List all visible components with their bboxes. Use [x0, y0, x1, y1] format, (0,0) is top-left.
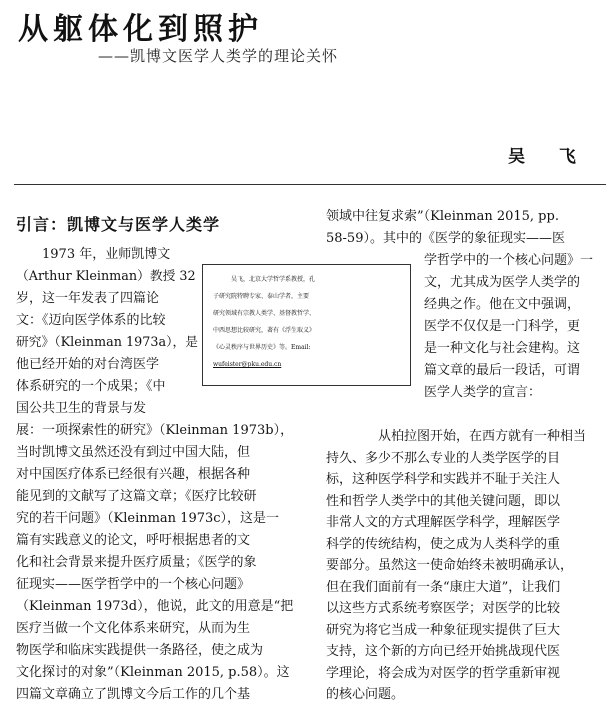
text-line: 持久、多少不那么专业的人类学医学的目 — [326, 450, 561, 466]
text-line: 研究》（Kleinman 1973a），是 — [16, 335, 198, 350]
text-line: 支持，这个新的方向已经开始挑战现代医 — [326, 644, 561, 659]
article-title: 从躯体化到照护 — [18, 12, 263, 47]
text-line: 展：一项探索性的研究》（Kleinman 1973b）， — [16, 423, 294, 438]
text-line: 当时凯博文虽然还没有到过中国大陆，但 — [16, 445, 251, 460]
text-line: 性和哲学人类学中的其他关键问题，即以 — [326, 493, 561, 509]
text-line: 物医学和临床实践提供一条路径，使之成为 — [16, 643, 264, 658]
text-line: 从柏拉图开始，在西方就有一种相当 — [378, 429, 587, 444]
right-column-top — [326, 206, 606, 250]
author-note-line: 吴飞，北京大学哲学系教授，孔 — [231, 276, 316, 283]
text-line: 征现实——医学哲学中的一个核心问题》 — [16, 577, 251, 592]
text-line: 文：《迈向医学体系的比较 — [16, 313, 166, 328]
section-heading: 引言：凯博文与医学人类学 — [16, 215, 221, 234]
text-line: 但在我们面前有一条“康庄大道”，让我们 — [326, 579, 561, 595]
text-line: 医学不仅仅是一门科学，更 — [424, 319, 581, 334]
text-line: 要部分。虽然这一使命始终未被明确承认， — [326, 558, 574, 573]
text-line: 体系研究的一个成果；《中 — [16, 379, 166, 394]
left-column-narrow — [16, 244, 198, 420]
text-line: 篇文章的最后一段话，可谓 — [424, 363, 581, 378]
text-line: 四篇文章确立了凯博文今后工作的几个基 — [16, 687, 251, 702]
author-note-text — [213, 271, 404, 356]
text-line: 以这些方式系统考察医学；对医学的比较 — [326, 601, 561, 616]
text-line: 他已经开始的对台湾医学 — [16, 357, 160, 372]
author-note-line: 子研究院特聘专家、泰山学者，主要 — [213, 293, 310, 300]
right-column-narrow — [424, 250, 606, 404]
text-line: 能见到的文献写了这篇文章；《医疗比较研 — [16, 489, 257, 504]
text-line: 岁，这一年发表了四篇论 — [16, 291, 160, 306]
text-line: 科学的传统结构，使之成为人类科学的重 — [326, 536, 561, 552]
left-column-wide — [16, 420, 306, 706]
text-line: 文，尤其成为医学人类学的 — [424, 275, 581, 290]
text-line: 经典之作。他在文中强调， — [424, 297, 581, 312]
article-subtitle: ——凯博文医学人类学的理论关怀 — [98, 47, 339, 65]
text-line: 1973 年，业师凯博文 — [42, 247, 171, 262]
author-name: 吴 飞 — [508, 147, 590, 167]
text-line: 文化探讨的对象”（Kleinman 2015, p.58）。这 — [16, 665, 290, 680]
text-line: （Kleinman 1973d），他说，此文的用意是“把 — [16, 599, 294, 614]
author-note-line: 中西思想比较研究，著有《浮生取义》 — [213, 327, 316, 334]
author-note-line: 研究领域有宗教人类学、基督教哲学、 — [213, 310, 316, 317]
text-line: 58-59）。其中的《医学的象征现实——医 — [326, 231, 565, 246]
text-line: 研究为将它当成一种象征现实提供了巨大 — [326, 622, 561, 638]
text-line: （Arthur Kleinman）教授 32 — [16, 269, 196, 284]
text-line: 医学人类学的宣言： — [424, 385, 542, 400]
text-line: 国公共卫生的背景与发 — [16, 401, 147, 416]
text-line: 的核心问题。 — [326, 687, 405, 702]
author-note-line: 《心灵秩序与世界历史》等。Email: — [213, 344, 311, 351]
text-line: 学哲学中的一个核心问题》一 — [424, 253, 594, 268]
text-line: 是一种文化与社会建构。这 — [424, 341, 581, 356]
text-line: 领域中往复求索”（Kleinman 2015, pp. — [326, 209, 559, 224]
author-note-box — [202, 264, 411, 386]
text-line: 学理论，将会成为对医学的哲学重新审视 — [326, 665, 561, 681]
text-line: 化和社会背景来提升医疗质量；《医学的象 — [16, 555, 257, 570]
author-email-link[interactable]: wufeister@pku.edu.cn — [213, 361, 282, 368]
text-line: 标，这种医学科学和实践并不耻于关注人 — [326, 472, 561, 487]
text-line: 医疗当做一个文化体系来研究，从而为生 — [16, 621, 251, 636]
text-line: 究的若干问题》（Kleinman 1973c），这是一 — [16, 511, 280, 526]
header-divider — [14, 184, 606, 185]
text-line: 篇有实践意义的论文，呼吁根据患者的文 — [16, 533, 251, 548]
text-line: 对中国医疗体系已经很有兴趣，根据各种 — [16, 467, 251, 482]
block-quote — [326, 426, 606, 706]
text-line: 非常人文的方式理解医学科学，理解医学 — [326, 515, 561, 530]
